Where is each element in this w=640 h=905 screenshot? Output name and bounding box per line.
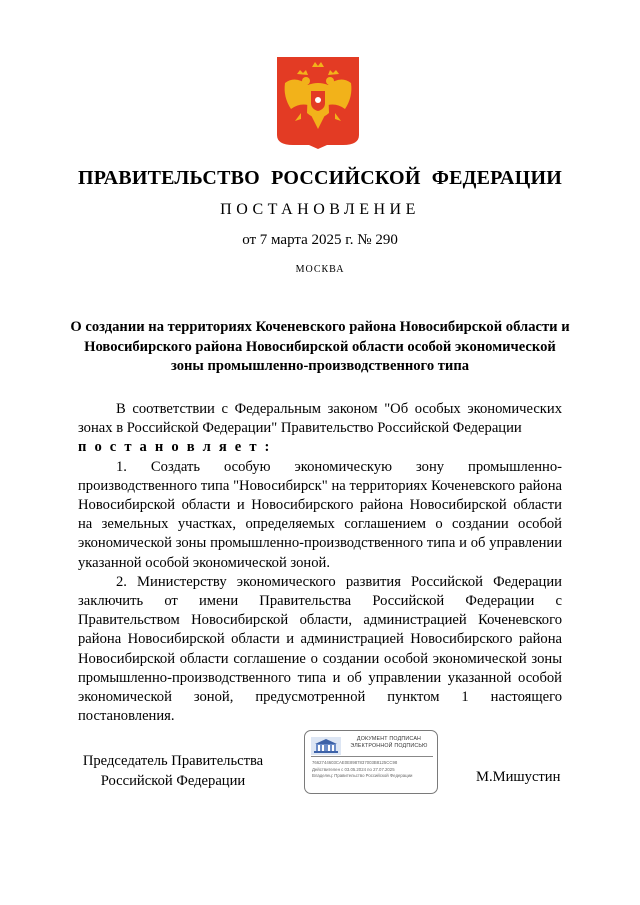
preamble-paragraph: В соответствии с Федеральным законом "Об особых экономических зонах в Российской Федерации" Правительство Российской Федерации bbox=[78, 401, 562, 437]
signatory-position-line2: Российской Федерации bbox=[100, 772, 246, 789]
electronic-signature-stamp bbox=[304, 730, 438, 794]
item-1-paragraph: 1. Создать особую экономическую зону промышленно-производственного типа "Новосибирск" на территориях Коченевского района Новосибирской области и Новосибирского района Новосибирской области на земельных участках, определяемых соглашением о создании особой экономической зоны промышленно-производственного типа и об управлении указанной особой экономической зоной. bbox=[78, 458, 562, 571]
signatory-position bbox=[78, 752, 268, 791]
stamp-certificate-serial: 7662744603CAE0E8987837003B8125CC98 bbox=[312, 760, 398, 765]
resolves-word: п о с т а н о в л я е т : bbox=[78, 439, 272, 456]
stamp-title bbox=[343, 736, 435, 749]
signatory-name: М.Мишустин bbox=[476, 769, 561, 785]
stamp-validity: Действителен с 03.05.2024 по 27.07.2025 bbox=[312, 767, 395, 772]
stamp-title-line1: ДОКУМЕНТ ПОДПИСАН bbox=[356, 736, 422, 742]
item-2-paragraph: 2. Министерству экономического развития Российской Федерации заключить от имени Правительства Российской Федерации с Правительством Новосибирской области, администрацией Коченевского района Новосибирской области и администрацией Новосибирского района Новосибирской области соглашение о создании особой экономической зоны промышленно-производственного типа и об управлении указанной особой экономической зоной, предусмотренной пунктом 1 настоящего постановления. bbox=[78, 573, 562, 725]
signatory-position-line1: Председатель Правительства bbox=[82, 753, 264, 769]
document-type: ПОСТАНОВЛЕНИЕ bbox=[220, 201, 420, 218]
document-date-number: от 7 марта 2025 г. № 290 bbox=[242, 232, 398, 248]
stamp-divider bbox=[311, 756, 433, 757]
document-city: МОСКВА bbox=[295, 264, 345, 275]
building-icon bbox=[311, 737, 341, 755]
coat-of-arms-emblem bbox=[277, 57, 359, 149]
government-title: ПРАВИТЕЛЬСТВО РОССИЙСКОЙ ФЕДЕРАЦИИ bbox=[78, 167, 562, 189]
stamp-owner: Владелец: Правительство Российской Федерации bbox=[312, 773, 413, 778]
stamp-title-line2: ЭЛЕКТРОННОЙ ПОДПИСЬЮ bbox=[350, 742, 428, 749]
resolves-line bbox=[78, 438, 562, 457]
document-heading: О создании на территориях Коченевского района Новосибирской области и Новосибирского района Новосибирской области особой экономической зоны промышленно-производственного типа bbox=[70, 319, 570, 374]
document-body bbox=[78, 400, 562, 726]
